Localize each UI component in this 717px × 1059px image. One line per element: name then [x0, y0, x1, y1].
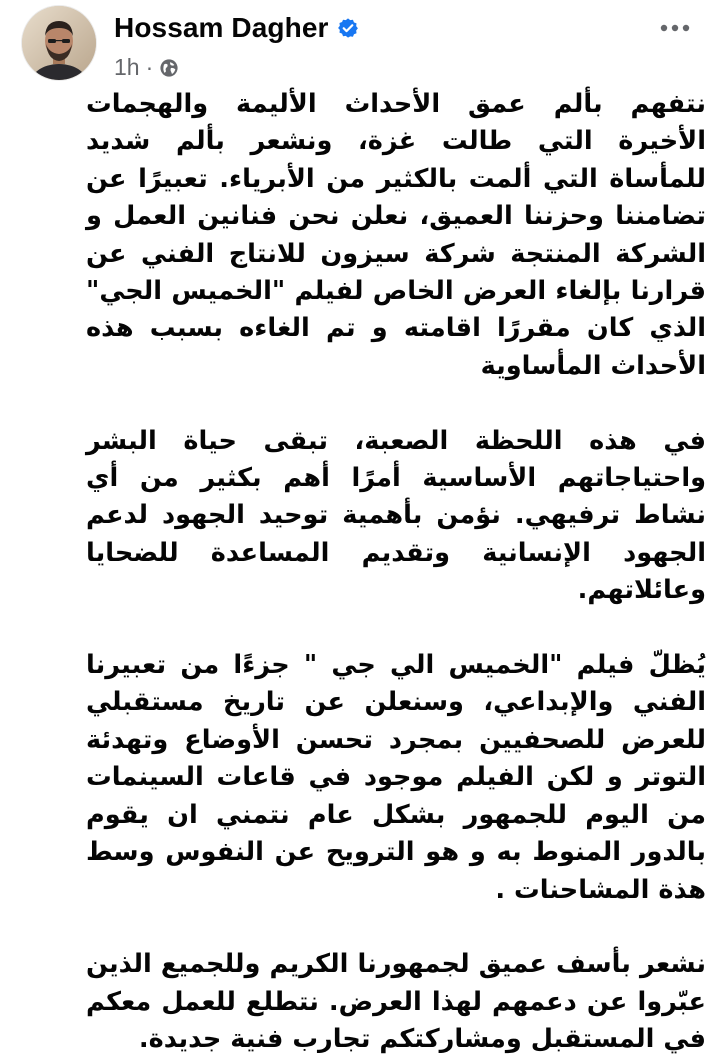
author-row: [114, 10, 359, 46]
post-paragraph-2: في هذه اللحظة الصعبة، تبقى حياة البشر واحتياجاتهم الأساسية أمرًا أهم بكثير من أي نشاط ترفيهي. نؤمن بأهمية توحيد الجهود لدعم الجهود الإنسانية وتقديم المساعدة للضحايا وعائلاتهم.: [86, 425, 706, 606]
post-text: [86, 86, 706, 1059]
meta-separator: ·: [145, 53, 154, 80]
more-options-icon[interactable]: [657, 14, 693, 42]
post-paragraph-3: يُظلّ فيلم "الخميس الي جي " جزءًا من تعبيرنا الفني والإبداعي، وسنعلن عن تاريخ مستقبلي للعرض للصحفيين بمجرد تحسن الأوضاع وتهدئة التوتر و لكن الفيلم موجود في قاعات السينمات من اليوم للجمهور بشكل عام نتمني ان يقوم بالدور المنوط به و هو الترويح عن النفوس وسط هذة المشاحنات .: [86, 650, 706, 905]
post-timestamp[interactable]: 1h: [114, 53, 140, 80]
post-paragraph-4: نشعر بأسف عميق لجمهورنا الكريم وللجميع الذين عبّروا عن دعمهم لهذا العرض. نتطلع للعمل معكم في المستقبل ومشاركتكم تجارب فنية جديدة.: [86, 949, 706, 1055]
profile-photo: [22, 6, 96, 80]
post-meta: [114, 54, 179, 80]
post-paragraph-1: نتفهم بألم عمق الأحداث الأليمة والهجمات الأخيرة التي طالت غزة، ونشعر بألم شديد للمأساة التي ألمت بالكثير من الأبرياء. تعبيرًا عن تضامننا وحزننا العميق، نعلن نحن فنانين العمل و الشركة المنتجة شركة سيزون للانتاج الفني عن قرارنا بإلغاء العرض الخاص لفيلم "الخميس الجي" الذي كان مقررًا اقامته و تم الغاءه بسبب هذه الأحداث المأساوية: [86, 89, 706, 381]
post-header: [22, 6, 695, 86]
author-name[interactable]: Hossam Dagher: [114, 12, 329, 43]
avatar[interactable]: [22, 6, 96, 80]
globe-icon[interactable]: [159, 57, 179, 77]
verified-badge-icon: [337, 17, 359, 39]
